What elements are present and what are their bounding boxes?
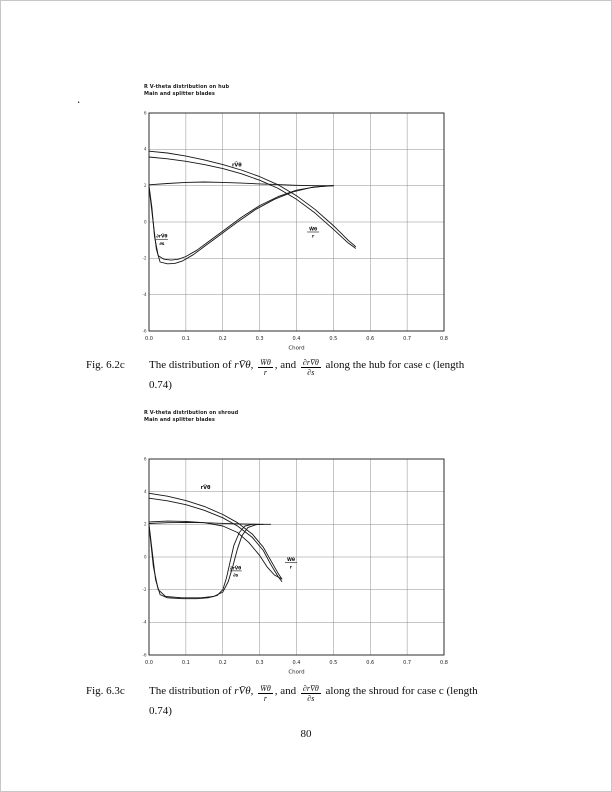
fraction-numerator: W̄θ — [260, 357, 271, 367]
caption-6-3c — [86, 683, 546, 721]
fraction-wtheta-r — [258, 358, 273, 377]
series-rVtheta-main — [149, 493, 282, 579]
chart-title-hub — [144, 84, 229, 98]
curve-label-numerator: ∂rV̄θ — [156, 234, 168, 240]
caption-line2: 0.74) — [149, 379, 172, 392]
series-rVtheta-main — [149, 151, 356, 246]
fraction-wtheta-r — [258, 684, 273, 703]
series-drVtheta-ds-splitter — [149, 186, 333, 264]
figure-label: Fig. 6.2c — [86, 359, 125, 371]
series-drVtheta-ds-splitter — [149, 524, 263, 598]
curve-label-denominator: r — [289, 565, 293, 571]
x-tick-label: 0.6 — [366, 336, 375, 342]
caption-sep: , and — [274, 359, 299, 371]
x-tick-label: 0.3 — [255, 336, 264, 342]
curve-label-denominator: ∂s — [233, 573, 239, 579]
fraction-denominator: ∂s — [307, 694, 315, 703]
x-tick-label: 0.5 — [329, 660, 338, 666]
y-tick-label: 2 — [143, 521, 147, 527]
y-tick-label: -2 — [142, 587, 147, 593]
caption-line2: 0.74) — [149, 705, 172, 718]
fraction-numerator: ∂rV̄θ — [302, 357, 319, 367]
x-tick-label: 0.0 — [145, 336, 153, 342]
x-tick-label: 0.4 — [292, 336, 301, 342]
y-tick-label: -6 — [142, 652, 147, 658]
caption-intro: The distribution of — [149, 359, 235, 371]
curve-label-numerator: W̄θ — [309, 227, 318, 233]
x-axis-label: Chord — [288, 669, 305, 676]
fraction-numerator: W̄θ — [260, 683, 271, 693]
x-tick-label: 0.4 — [292, 660, 301, 666]
caption-sep: , and — [274, 685, 299, 697]
fraction-drvtheta-ds — [301, 358, 321, 377]
fraction-numerator: ∂rV̄θ — [302, 683, 319, 693]
curve-label-denominator: r — [311, 234, 315, 240]
symbol-rvtheta: rV̄θ — [234, 359, 251, 371]
y-tick-label: 4 — [143, 146, 147, 152]
x-tick-label: 0.6 — [366, 660, 375, 666]
curve-label: rV̄θ — [231, 162, 242, 169]
x-tick-label: 0.2 — [218, 336, 227, 342]
curve-label: rV̄θ — [200, 485, 211, 492]
x-tick-label: 0.0 — [145, 660, 153, 666]
x-tick-label: 0.5 — [329, 336, 338, 342]
chart-title-line2: Main and splitter blades — [144, 90, 215, 97]
y-tick-label: -2 — [142, 255, 147, 261]
y-tick-label: 0 — [143, 554, 147, 560]
series-rVtheta-splitter — [149, 498, 282, 581]
hub-chart — [131, 109, 461, 355]
series-rVtheta-splitter — [149, 157, 356, 248]
x-tick-label: 0.8 — [440, 660, 448, 666]
y-tick-label: -6 — [142, 328, 147, 334]
y-tick-label: 4 — [143, 489, 147, 495]
caption-sep: , — [250, 685, 257, 697]
caption-text — [149, 683, 541, 721]
series-Wtheta-over-r — [149, 182, 333, 186]
x-tick-label: 0.8 — [440, 336, 448, 342]
caption-tail: along the shroud for case c (length — [322, 685, 478, 697]
fraction-denominator: r — [263, 694, 268, 703]
caption-sep: , — [250, 359, 257, 371]
x-tick-label: 0.1 — [181, 660, 190, 666]
chart-title-line2: Main and splitter blades — [144, 416, 215, 423]
y-tick-label: 2 — [143, 183, 147, 189]
caption-intro: The distribution of — [149, 685, 235, 697]
curve-label-denominator: ∂s — [159, 241, 165, 247]
fraction-denominator: ∂s — [307, 368, 315, 377]
y-tick-label: 6 — [143, 110, 147, 116]
x-tick-label: 0.2 — [218, 660, 227, 666]
caption-tail: along the hub for case c (length — [322, 359, 465, 371]
y-tick-label: -4 — [142, 619, 147, 625]
x-tick-label: 0.7 — [403, 660, 412, 666]
curve-label-numerator: W̄θ — [286, 558, 295, 564]
fraction-denominator: r — [263, 368, 268, 377]
x-tick-label: 0.7 — [403, 336, 412, 342]
y-tick-label: 6 — [143, 456, 147, 462]
symbol-rvtheta: rV̄θ — [234, 685, 251, 697]
caption-6-2c — [86, 357, 546, 395]
x-tick-label: 0.3 — [255, 660, 264, 666]
caption-text — [149, 357, 541, 395]
curve-label-numerator: ∂rV̄θ — [230, 566, 242, 572]
y-tick-label: -4 — [142, 292, 147, 298]
fraction-drvtheta-ds — [301, 684, 321, 703]
chart-title-line1: R V-theta distribution on shroud — [144, 410, 239, 416]
x-axis-label: Chord — [288, 345, 305, 352]
x-tick-label: 0.1 — [181, 336, 190, 342]
page-number: 80 — [300, 728, 312, 740]
chart-title-shroud — [144, 410, 238, 424]
chart-title-line1: R V-theta distribution on hub — [144, 84, 230, 90]
series-drVtheta-ds-main — [149, 186, 333, 260]
series-drVtheta-ds-main — [149, 524, 260, 598]
figure-label: Fig. 6.3c — [86, 685, 125, 697]
shroud-chart — [131, 455, 461, 679]
y-tick-label: 0 — [143, 219, 147, 225]
stray-mark: . — [77, 91, 81, 106]
series-Wtheta-over-r — [149, 521, 282, 579]
